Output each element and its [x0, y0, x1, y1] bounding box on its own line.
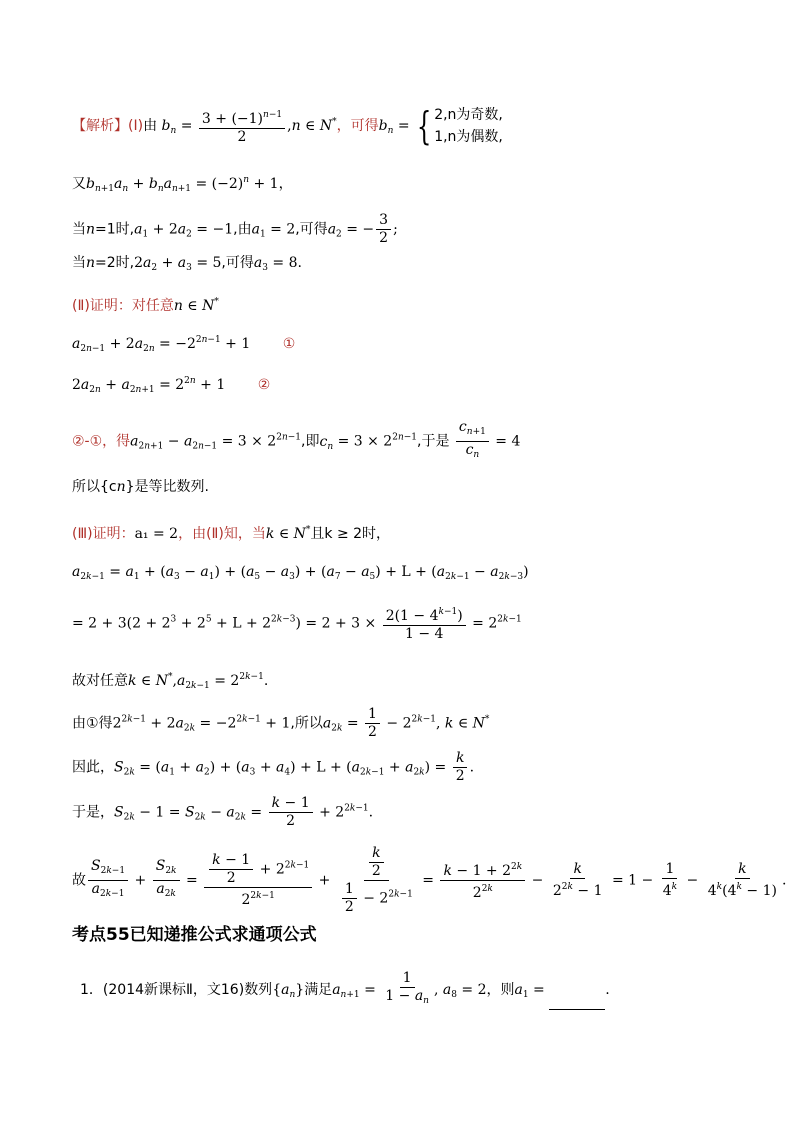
line-geometric: 所以{cn}是等比数列.	[72, 479, 209, 495]
answer-blank[interactable]	[549, 995, 605, 1010]
problem-1: 1．(2014新课标Ⅱ，文16)数列$\{a_n\}$满足$a_{n+1}$ = $\frac{1}{1 - a_n}$ , $a_8 = 2$，则$a_1$ = .	[80, 970, 610, 1010]
line-from1: 由①得$2^{2k-1} + 2a_{2k} = -2^{2k-1} + 1$,所以$a_{2k}$ = $\frac{1}{2}$ − $2^{2k-1}$, k ∈ N*	[72, 706, 490, 740]
equation-2: $2a_{2n} + a_{2n+1} = 2^{2n} + 1$ ②	[72, 376, 271, 395]
line-part2: (Ⅱ)证明：对任意n ∈ N*	[72, 297, 219, 314]
line-also: 又$b_{n+1}a_n + b_na_{n+1} = (-2)^n + 1$，	[72, 175, 293, 194]
line-n1: 当n=1时$,a_1 + 2a_2 = -1$,由$a_1 = 2$,可得$a_2$ = − $\frac{3}{2}$ ;	[72, 212, 398, 246]
line-part1: 【解析】(Ⅰ)由 $b_n$ = $\frac{3 + (-1)^{n-1}}{2}$ ,n ∈ N*，可得$b_n$ = { 2,n为奇数, 1,n为偶数,	[72, 104, 503, 148]
section-title: 考点55已知递推公式求通项公式	[72, 925, 317, 945]
left-brace: {	[416, 104, 432, 148]
line-hence: 因此，$S_{2k} = (a_1 + a_2) + (a_3 + a_4) + L + (a_{2k-1} + a_{2k})$ = $\frac{k}{2}$ .	[72, 750, 475, 784]
line-n2: 当n=2时$,2a_2 + a_3 = 5$,可得$a_3 = 8$.	[72, 255, 302, 273]
part1-label: (Ⅰ)	[128, 118, 144, 134]
analysis-tag: 【解析】	[72, 118, 128, 134]
bn-fraction: $\frac{3 + (-1)^{n-1}}{2}$	[199, 107, 285, 146]
line-then: 于是，$S_{2k} - 1 = S_{2k} - a_{2k}$ = $\frac{k - 1}{2}$ + $2^{2k-1}$.	[72, 795, 374, 829]
line-sum-expansion: $a_{2k-1} = a_1 + (a_3 - a_1) + (a_5 - a_3) + (a_7 - a_5) + L + (a_{2k-1} - a_{2k-3})$	[72, 564, 529, 582]
line-final: 故 $\frac{S_{2k-1}}{a_{2k-1}}$ + $\frac{S_{2k}}{a_{2k}}$ = $\frac{k - 1}{2}$ + $2^{2k-1}$ $2^{2k-1}$ + $\frac{k}{2}$ $\frac{1}{2}$ − $2^{2k-1}$ = $\frac{k - 1 + 2^{2k}}{2^{2k}}$ − $\frac{k}{2^{2k} - 1}$ = 1 − $\frac{1}{4^k}$ − $\frac{k}{4^k(4^k - 1)}$ .	[72, 845, 787, 915]
line-subtract: ②-①，得$a_{2n+1} - a_{2n-1} = 3 \times 2^{2n-1}$,即$c_n = 3 \times 2^{2n-1}$,于是 $\frac{c_{n+1}}{c_n}$ = 4	[72, 419, 521, 460]
line-any-k: 故对任意k ∈ $N^*,a_{2k-1} = 2^{2k-1}$.	[72, 672, 269, 691]
line-sum-value: = $2 + 3(2 + 2^3 + 2^5 + L + 2^{2k-3}) = 2 + 3$ × $\frac{2(1 - 4^{k-1})}{1 - 4}$ = $2^{2k-1}$	[72, 604, 522, 643]
equation-1: $a_{2n-1} + 2a_{2n} = -2^{2n-1} + 1$ ①	[72, 335, 296, 354]
line-part3: (Ⅲ)证明：a₁ = 2，由(Ⅱ)知，当k ∈ N*且k ≥ 2时，	[72, 525, 391, 542]
